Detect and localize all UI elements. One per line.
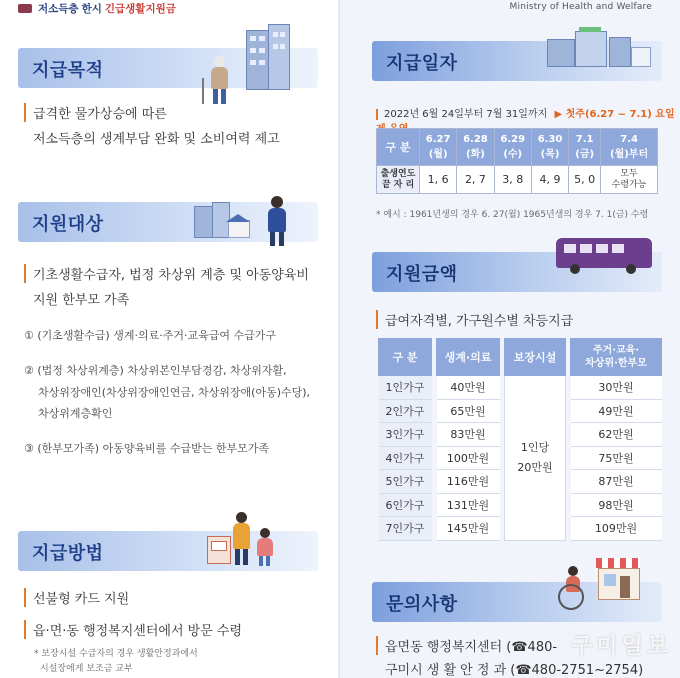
right-column — [340, 0, 680, 678]
purpose-line-2: 저소득층의 생계부담 완화 및 소비여력 제고 — [33, 132, 280, 147]
schedule-example: * 예시 : 1961년생의 경우 6. 27(월) 1965년생의 경우 7. 1(금) 수령 — [376, 210, 649, 220]
amount-a-6: 131만원 — [437, 493, 500, 517]
schedule-day-5: 7.1 (금) — [569, 129, 601, 166]
schedule-digits-5: 5, 0 — [569, 166, 601, 194]
amount-b-4: 75만원 — [571, 446, 662, 470]
amount-col-4: 주거·교육· 차상위·한부모 — [571, 339, 662, 376]
banner-text-2: 한시 — [81, 2, 102, 15]
amount-a-4: 100만원 — [437, 446, 500, 470]
city-icon — [547, 27, 655, 65]
elderly-person-icon — [200, 56, 240, 106]
building-icon — [246, 24, 290, 90]
method-note-2: 시설장에게 보조금 교부 — [40, 664, 133, 674]
amount-title: 지원금액 — [386, 264, 458, 285]
contact-title: 문의사항 — [386, 594, 458, 615]
target-item-3: ③ (한부모가족) 아동양육비를 수급받는 한부모가족 — [24, 442, 269, 455]
schedule-highlight: ▶ 첫주(6.27 ~ 7.1) 요일 — [554, 109, 675, 120]
purpose-title: 지급목적 — [32, 60, 104, 81]
method-note-1: * 보장시설 수급자의 경우 생활안정과에서 — [34, 649, 198, 659]
banner-text-1: 저소득층 — [38, 2, 79, 15]
contact-line-2: 구미시 생 활 안 정 과 (☎480-2751~2754) — [385, 663, 644, 678]
wheelchair-person-icon — [554, 566, 594, 608]
facility-amount: 1인당 20만원 — [505, 376, 566, 541]
amount-col-3: 보장시설 — [505, 339, 566, 376]
schedule-digits-1: 1, 6 — [420, 166, 457, 194]
schedule-day-4: 6.30 (목) — [531, 129, 568, 166]
schedule-digits-6: 모두 수령가능 — [601, 166, 658, 194]
amount-col-1: 구 분 — [379, 339, 432, 376]
schedule-day-6: 7.4 (월)부터 — [601, 129, 658, 166]
target-item-1: ① (기초생활수급) 생계·의료·주거·교육급여 수급가구 — [24, 329, 276, 342]
target-line-2: 지원 한부모 가족 — [33, 293, 130, 308]
schedule-digits-3: 3, 8 — [494, 166, 531, 194]
method-title: 지급방법 — [32, 543, 104, 564]
bus-icon — [556, 234, 656, 276]
schedule-day-3: 6.29 (수) — [494, 129, 531, 166]
houses-icon — [194, 202, 252, 238]
household-1: 1인가구 — [379, 376, 432, 400]
household-6: 6인가구 — [379, 493, 432, 517]
household-5: 5인가구 — [379, 470, 432, 494]
card-terminal-icon — [207, 536, 231, 564]
amount-b-3: 62만원 — [571, 423, 662, 447]
shop-icon — [596, 558, 640, 600]
target-line-1: 기초생활수급자, 법정 차상위 계층 및 아동양육비 — [24, 264, 309, 283]
schedule-period: 2022년 6월 24일부터 7월 31일까지 — [376, 109, 547, 120]
household-4: 4인가구 — [379, 446, 432, 470]
method-line-1: 선불형 카드 지원 — [24, 588, 129, 607]
target-item-2a: ② (법정 차상위계층) 차상위본인부담경감, 차상위자활, — [24, 364, 287, 377]
left-column — [0, 0, 338, 678]
household-7: 7인가구 — [379, 517, 432, 541]
target-item-2b: 차상위장애인(차상위장애인연금, 차상위장애(아동)수당), — [38, 386, 311, 399]
amount-b-2: 49만원 — [571, 399, 662, 423]
purpose-line-1: 급격한 물가상승에 따른 — [24, 103, 167, 122]
person-icon — [262, 196, 292, 248]
amount-b-7: 109만원 — [571, 517, 662, 541]
amount-a-3: 83만원 — [437, 423, 500, 447]
family-icon — [230, 506, 280, 568]
amount-a-1: 40만원 — [437, 376, 500, 400]
target-title: 지원대상 — [32, 214, 104, 235]
amount-b-5: 87만원 — [571, 470, 662, 494]
amount-table — [378, 338, 662, 541]
schedule-digits-4: 4, 9 — [531, 166, 568, 194]
method-line-2: 읍·면·동 행정복지센터에서 방문 수령 — [24, 620, 242, 639]
poster-banner — [18, 0, 176, 16]
banner-text-3: 긴급생활지원금 — [104, 2, 176, 15]
amount-col-2: 생계·의료 — [437, 339, 500, 376]
schedule-digits-2: 2, 7 — [457, 166, 494, 194]
amount-b-6: 98만원 — [571, 493, 662, 517]
logo-icon — [18, 4, 32, 13]
schedule-day-2: 6.28 (화) — [457, 129, 494, 166]
schedule-header-label: 구 분 — [377, 129, 420, 166]
amount-a-5: 116만원 — [437, 470, 500, 494]
amount-b-1: 30만원 — [571, 376, 662, 400]
schedule-table — [376, 128, 658, 194]
watermark: 구미일보 — [570, 634, 672, 659]
amount-subtitle: 급여자격별, 가구원수별 차등지급 — [376, 310, 573, 329]
amount-a-2: 65만원 — [437, 399, 500, 423]
amount-a-7: 145만원 — [437, 517, 500, 541]
schedule-day-1: 6.27 (월) — [420, 129, 457, 166]
target-item-2c: 차상위계층확인 — [38, 407, 113, 420]
schedule-row-label: 출생연도 끝 자 리 — [377, 166, 420, 194]
ministry-label: Ministry of Health and Welfare — [509, 2, 652, 12]
schedule-title: 지급일자 — [386, 53, 458, 74]
household-2: 2인가구 — [379, 399, 432, 423]
contact-line-1: 읍면동 행정복지센터 (☎480- — [376, 636, 557, 655]
household-3: 3인가구 — [379, 423, 432, 447]
